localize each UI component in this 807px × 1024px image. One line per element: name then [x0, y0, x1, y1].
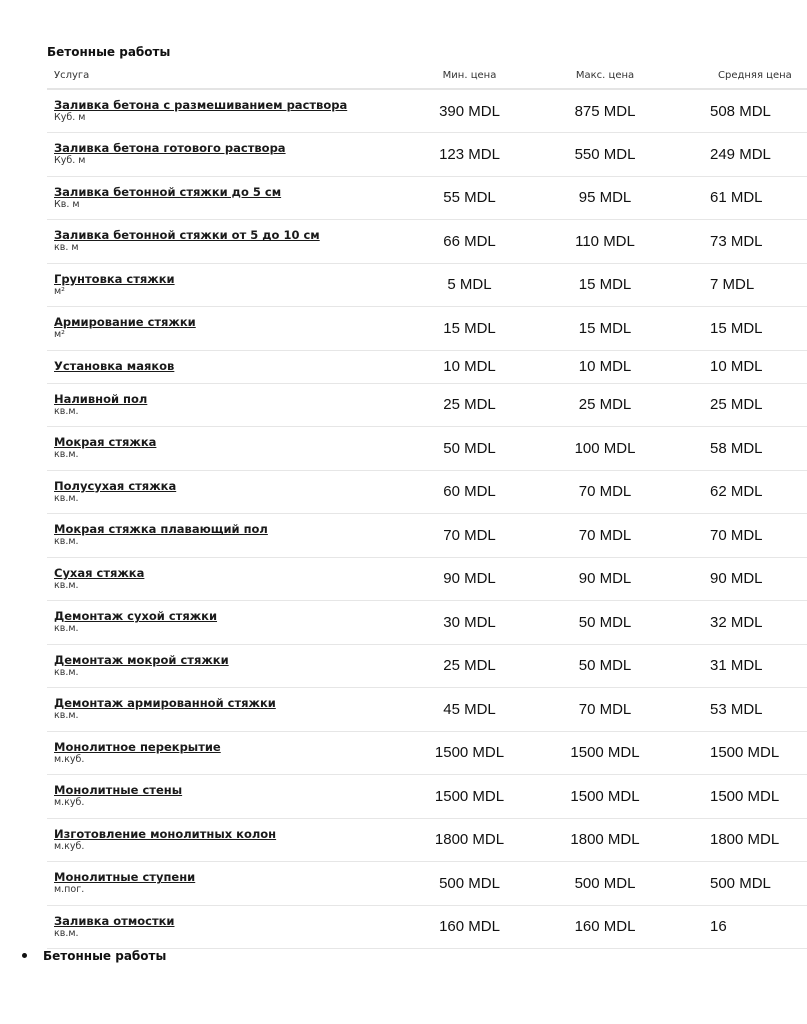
min-price-cell: 10 MDL: [407, 350, 532, 383]
service-unit: кв.м.: [54, 927, 79, 939]
service-cell: [47, 731, 407, 775]
service-cell: [47, 133, 407, 177]
avg-price-cell: 10 MDL: [678, 350, 807, 383]
service-cell: [47, 220, 407, 264]
table-row: [47, 133, 807, 177]
table-row: [47, 350, 807, 383]
avg-price-cell: 1500 MDL: [678, 731, 807, 775]
max-price-cell: 50 MDL: [532, 601, 678, 645]
table-row: [47, 89, 807, 133]
service-cell: [47, 176, 407, 220]
service-link[interactable]: Наливной пол: [54, 391, 148, 406]
min-price-cell: 500 MDL: [407, 862, 532, 906]
avg-price-cell: 249 MDL: [678, 133, 807, 177]
avg-price-cell: 31 MDL: [678, 644, 807, 688]
avg-price-cell: 1500 MDL: [678, 775, 807, 819]
service-cell: [47, 350, 407, 383]
service-cell: [47, 89, 407, 133]
avg-price-cell: 73 MDL: [678, 220, 807, 264]
max-price-cell: 1500 MDL: [532, 775, 678, 819]
min-price-cell: 55 MDL: [407, 176, 532, 220]
table-row: [47, 862, 807, 906]
service-unit: Куб. м: [54, 112, 86, 123]
table-row: [47, 220, 807, 264]
avg-price-cell: 16: [678, 905, 807, 949]
service-link[interactable]: Заливка бетонной стяжки до 5 см: [54, 184, 282, 199]
service-link[interactable]: Заливка бетона готового раствора: [54, 141, 286, 156]
avg-price-cell: 90 MDL: [678, 557, 807, 601]
service-link[interactable]: Демонтаж армированной стяжки: [54, 696, 276, 711]
table-row: [47, 557, 807, 601]
service-cell: [47, 470, 407, 514]
max-price-cell: 15 MDL: [532, 263, 678, 307]
service-link[interactable]: Грунтовка стяжки: [54, 271, 175, 286]
service-unit: кв.м.: [54, 536, 79, 548]
table-row: [47, 383, 807, 427]
section-title: Бетонные работы: [47, 45, 171, 59]
service-unit: кв. м: [54, 242, 79, 254]
avg-price-cell: 7 MDL: [678, 263, 807, 307]
category-link[interactable]: Бетонные работы: [43, 949, 167, 963]
column-header-avg-price: Средняя цена: [678, 62, 807, 89]
table-row: [47, 307, 807, 351]
service-unit: кв.м.: [54, 492, 79, 504]
avg-price-cell: 1800 MDL: [678, 818, 807, 862]
bullet-icon: [22, 953, 27, 958]
service-link[interactable]: Заливка отмостки: [54, 913, 175, 928]
max-price-cell: 10 MDL: [532, 350, 678, 383]
max-price-cell: 1800 MDL: [532, 818, 678, 862]
min-price-cell: 60 MDL: [407, 470, 532, 514]
max-price-cell: 500 MDL: [532, 862, 678, 906]
service-link[interactable]: Демонтаж мокрой стяжки: [54, 652, 229, 667]
max-price-cell: 100 MDL: [532, 427, 678, 471]
min-price-cell: 160 MDL: [407, 905, 532, 949]
min-price-cell: 90 MDL: [407, 557, 532, 601]
service-cell: [47, 818, 407, 862]
table-row: [47, 427, 807, 471]
service-unit: кв.м.: [54, 666, 79, 678]
service-cell: [47, 862, 407, 906]
service-link[interactable]: Сухая стяжка: [54, 565, 145, 580]
table-row: [47, 644, 807, 688]
avg-price-cell: 500 MDL: [678, 862, 807, 906]
column-header-min-price: Мин. цена: [407, 62, 532, 89]
avg-price-cell: 53 MDL: [678, 688, 807, 732]
service-cell: [47, 263, 407, 307]
service-link[interactable]: Установка маяков: [54, 359, 175, 373]
max-price-cell: 70 MDL: [532, 470, 678, 514]
category-list-item[interactable]: [22, 949, 166, 963]
table-header-row: [47, 62, 807, 89]
service-link[interactable]: Заливка бетонной стяжки от 5 до 10 см: [54, 228, 320, 243]
avg-price-cell: 61 MDL: [678, 176, 807, 220]
service-unit: м.куб.: [54, 753, 85, 765]
column-header-max-price: Макс. цена: [532, 62, 678, 89]
table-row: [47, 601, 807, 645]
service-cell: [47, 427, 407, 471]
min-price-cell: 30 MDL: [407, 601, 532, 645]
service-cell: [47, 307, 407, 351]
service-unit: м.пог.: [54, 884, 85, 896]
service-link[interactable]: Монолитные стены: [54, 783, 183, 798]
service-link[interactable]: Монолитные ступени: [54, 870, 196, 885]
service-unit: м²: [54, 329, 65, 341]
service-cell: [47, 688, 407, 732]
service-link[interactable]: Заливка бетона с размешиванием раствора: [54, 98, 348, 112]
table-row: [47, 818, 807, 862]
max-price-cell: 25 MDL: [532, 383, 678, 427]
min-price-cell: 1500 MDL: [407, 731, 532, 775]
service-unit: кв.м.: [54, 449, 79, 461]
service-link[interactable]: Демонтаж сухой стяжки: [54, 609, 218, 624]
table-row: [47, 688, 807, 732]
avg-price-cell: 70 MDL: [678, 514, 807, 558]
service-cell: [47, 383, 407, 427]
service-cell: [47, 514, 407, 558]
min-price-cell: 15 MDL: [407, 307, 532, 351]
max-price-cell: 70 MDL: [532, 688, 678, 732]
table-row: [47, 514, 807, 558]
max-price-cell: 550 MDL: [532, 133, 678, 177]
service-unit: м²: [54, 285, 65, 297]
min-price-cell: 1800 MDL: [407, 818, 532, 862]
service-cell: [47, 557, 407, 601]
service-link[interactable]: Мокрая стяжка плавающий пол: [54, 522, 268, 537]
max-price-cell: 875 MDL: [532, 89, 678, 133]
service-link[interactable]: Мокрая стяжка: [54, 435, 157, 450]
avg-price-cell: 32 MDL: [678, 601, 807, 645]
max-price-cell: 15 MDL: [532, 307, 678, 351]
table-row: [47, 176, 807, 220]
avg-price-cell: 62 MDL: [678, 470, 807, 514]
price-table: [47, 62, 807, 949]
price-table-body: [47, 89, 807, 949]
service-unit: кв.м.: [54, 710, 79, 722]
table-row: [47, 731, 807, 775]
service-cell: [47, 905, 407, 949]
min-price-cell: 50 MDL: [407, 427, 532, 471]
min-price-cell: 390 MDL: [407, 89, 532, 133]
max-price-cell: 50 MDL: [532, 644, 678, 688]
service-cell: [47, 601, 407, 645]
min-price-cell: 1500 MDL: [407, 775, 532, 819]
max-price-cell: 95 MDL: [532, 176, 678, 220]
service-link[interactable]: Армирование стяжки: [54, 315, 196, 330]
max-price-cell: 90 MDL: [532, 557, 678, 601]
table-row: [47, 263, 807, 307]
service-unit: м.куб.: [54, 840, 85, 852]
max-price-cell: 1500 MDL: [532, 731, 678, 775]
min-price-cell: 25 MDL: [407, 383, 532, 427]
table-row: [47, 470, 807, 514]
service-link[interactable]: Монолитное перекрытие: [54, 739, 221, 754]
min-price-cell: 45 MDL: [407, 688, 532, 732]
table-row: [47, 905, 807, 949]
max-price-cell: 110 MDL: [532, 220, 678, 264]
service-cell: [47, 644, 407, 688]
avg-price-cell: 15 MDL: [678, 307, 807, 351]
avg-price-cell: 25 MDL: [678, 383, 807, 427]
avg-price-cell: 58 MDL: [678, 427, 807, 471]
min-price-cell: 66 MDL: [407, 220, 532, 264]
min-price-cell: 5 MDL: [407, 263, 532, 307]
min-price-cell: 70 MDL: [407, 514, 532, 558]
max-price-cell: 70 MDL: [532, 514, 678, 558]
service-link[interactable]: Полусухая стяжка: [54, 478, 177, 493]
service-unit: Кв. м: [54, 198, 80, 210]
max-price-cell: 160 MDL: [532, 905, 678, 949]
min-price-cell: 25 MDL: [407, 644, 532, 688]
service-unit: кв.м.: [54, 579, 79, 591]
service-unit: кв.м.: [54, 405, 79, 417]
avg-price-cell: 508 MDL: [678, 89, 807, 133]
service-unit: кв.м.: [54, 623, 79, 635]
service-unit: Куб. м: [54, 155, 86, 167]
service-cell: [47, 775, 407, 819]
min-price-cell: 123 MDL: [407, 133, 532, 177]
service-unit: м.куб.: [54, 797, 85, 809]
column-header-service: Услуга: [47, 62, 407, 89]
table-row: [47, 775, 807, 819]
service-link[interactable]: Изготовление монолитных колон: [54, 826, 277, 841]
